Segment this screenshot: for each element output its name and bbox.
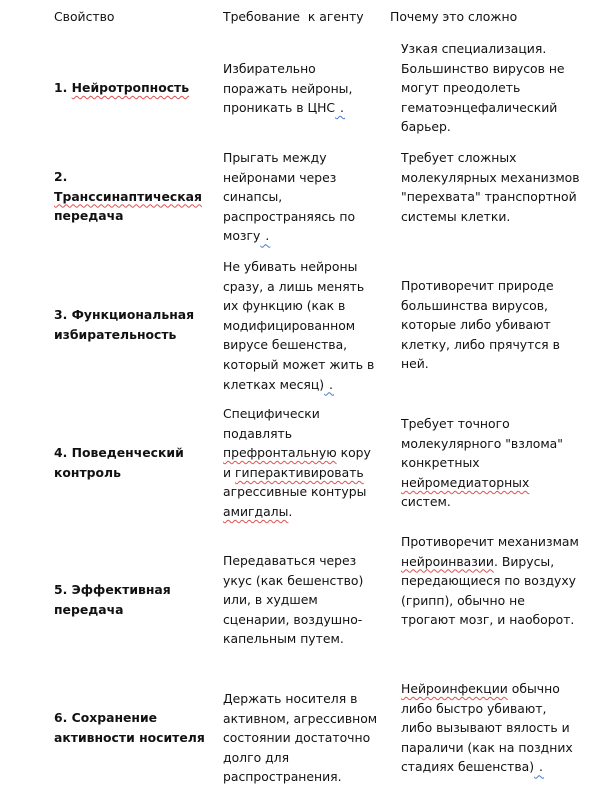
requirement-cell: Избирательно поражать нейроны, проникать в ЦНС . — [223, 61, 353, 116]
requirement-cell: Не убивать нейроны сразу, а лишь менять их функцию (как в модифицированном вирусе бешенства, который может жить в клетках месяц) . — [223, 259, 375, 392]
header-reason: Почему это сложно — [390, 9, 518, 24]
reason-cell: Требует точного молекулярного "взлома" конкретных нейромедиаторных систем. — [401, 416, 563, 510]
property-cell: 1. Нейротропность — [54, 80, 190, 95]
requirement-cell: Специфически подавлять префронтальную кору и гиперактивировать агрессивные контуры амигдалы. — [223, 406, 371, 519]
reason-cell: Противоречит природе большинства вирусов, которые либо убивают клетку, либо прячутся в ней. — [401, 278, 560, 372]
header-requirement: Требование к агенту — [223, 9, 364, 24]
requirement-cell: Прыгать между нейронами через синапсы, распространяясь по мозгу . — [223, 150, 356, 244]
reason-cell: Узкая специализация. Большинство вирусов не могут преодолеть гематоэнцефалический барьер. — [401, 41, 565, 135]
reason-cell: Противоречит механизмам нейроинвазии. Вирусы, передающиеся по воздуху (грипп), обычно не трогают мозг, и наоборот. — [401, 534, 579, 628]
property-cell: 2. Транссинаптическая передача — [54, 169, 202, 224]
reason-cell: Требует сложных молекулярных механизмов "перехвата" транспортной системы клетки. — [401, 150, 580, 224]
requirement-cell: Держать носителя в активном, агрессивном состоянии достаточно долго для распространения. — [223, 691, 378, 785]
property-cell: 4. Поведенческий контроль — [54, 445, 184, 480]
header-property: Свойство — [54, 9, 115, 24]
requirement-cell: Передаваться через укус (как бешенство) или, в худшем сценарии, воздушно-капельным путем. — [223, 553, 364, 647]
reason-cell: Нейроинфекции обычно либо быстро убивают, либо вызывают вялость и параличи (как на поздних стадиях бешенства) . — [401, 681, 573, 775]
property-cell: 5. Эффективная передача — [54, 582, 171, 617]
property-cell: 3. Функциональная избирательность — [54, 307, 195, 342]
property-cell: 6. Сохранение активности носителя — [54, 710, 205, 745]
